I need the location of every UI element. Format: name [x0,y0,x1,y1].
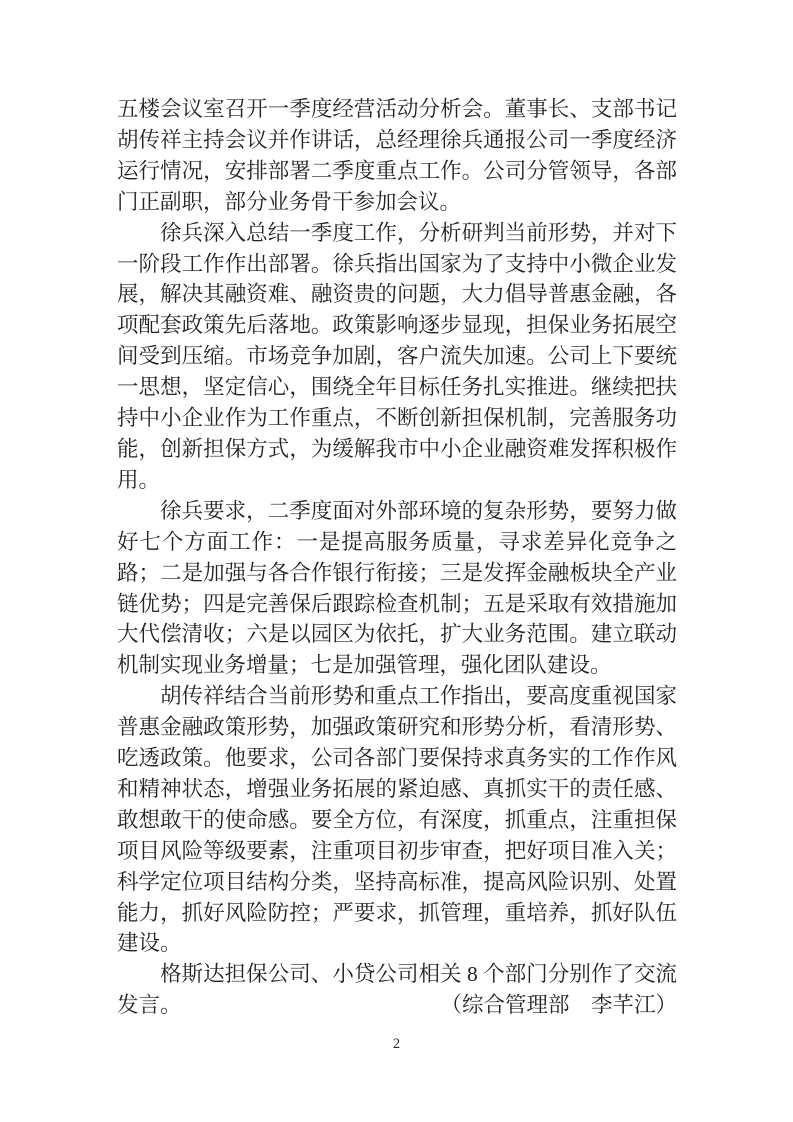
page-number: 2 [392,1036,401,1052]
paragraph-xubing-summary: 徐兵深入总结一季度工作，分析研判当前形势，并对下一阶段工作作出部署。徐兵指出国家为了支持中小微企业发展，解决其融资难、融资贵的问题，大力倡导普惠金融，各项配套政策先后落地。政策影响逐步显现，担保业务拓展空间受到压缩。市场竞争加剧，客户流失加速。公司上下要统一思想，坚定信心，围绕全年目标任务扎实推进。继续把扶持中小企业作为工作重点，不断创新担保机制，完善服务功能，创新担保方式，为缓解我市中小企业融资难发挥积极作用。 [117,220,677,492]
paragraph-closing [117,959,677,1021]
paragraph-opening-continuation: 五楼会议室召开一季度经营活动分析会。董事长、支部书记胡传祥主持会议并作讲话，总经理徐兵通报公司一季度经济运行情况，安排部署二季度重点工作。公司分管领导，各部门正副职，部分业务骨干参加会议。 [117,97,677,214]
paragraph-huchuanxiang-remarks: 胡传祥结合当前形势和重点工作指出，要高度重视国家普惠金融政策形势，加强政策研究和形势分析，看清形势、吃透政策。他要求，公司各部门要保持求真务实的工作作风和精神状态，增强业务拓展的紧迫感、真抓实干的责任感、敢想敢干的使命感。要全方位，有深度，抓重点，注重担保项目风险等级要素，注重项目初步审查，把好项目准入关；科学定位项目结构分类，坚持高标准，提高风险识别、处置能力，抓好风险防控；严要求，抓管理，重培养，抓好队伍建设。 [117,684,677,956]
closing-text: 格斯达担保公司、小贷公司相关 8 个部门分别作了交流发言。 [117,962,677,1018]
document-body [117,94,677,1021]
attribution-byline: （综合管理部 李芊江） [440,993,677,1018]
paragraph-xubing-seven-tasks: 徐兵要求，二季度面对外部环境的复杂形势，要努力做好七个方面工作：一是提高服务质量，寻求差异化竞争之路；二是加强与各合作银行衔接；三是发挥金融板块全产业链优势；四是完善保后跟踪检查机制；五是采取有效措施加大代偿清收；六是以园区为依托，扩大业务范围。建立联动机制实现业务增量；七是加强管理，强化团队建设。 [117,498,677,678]
